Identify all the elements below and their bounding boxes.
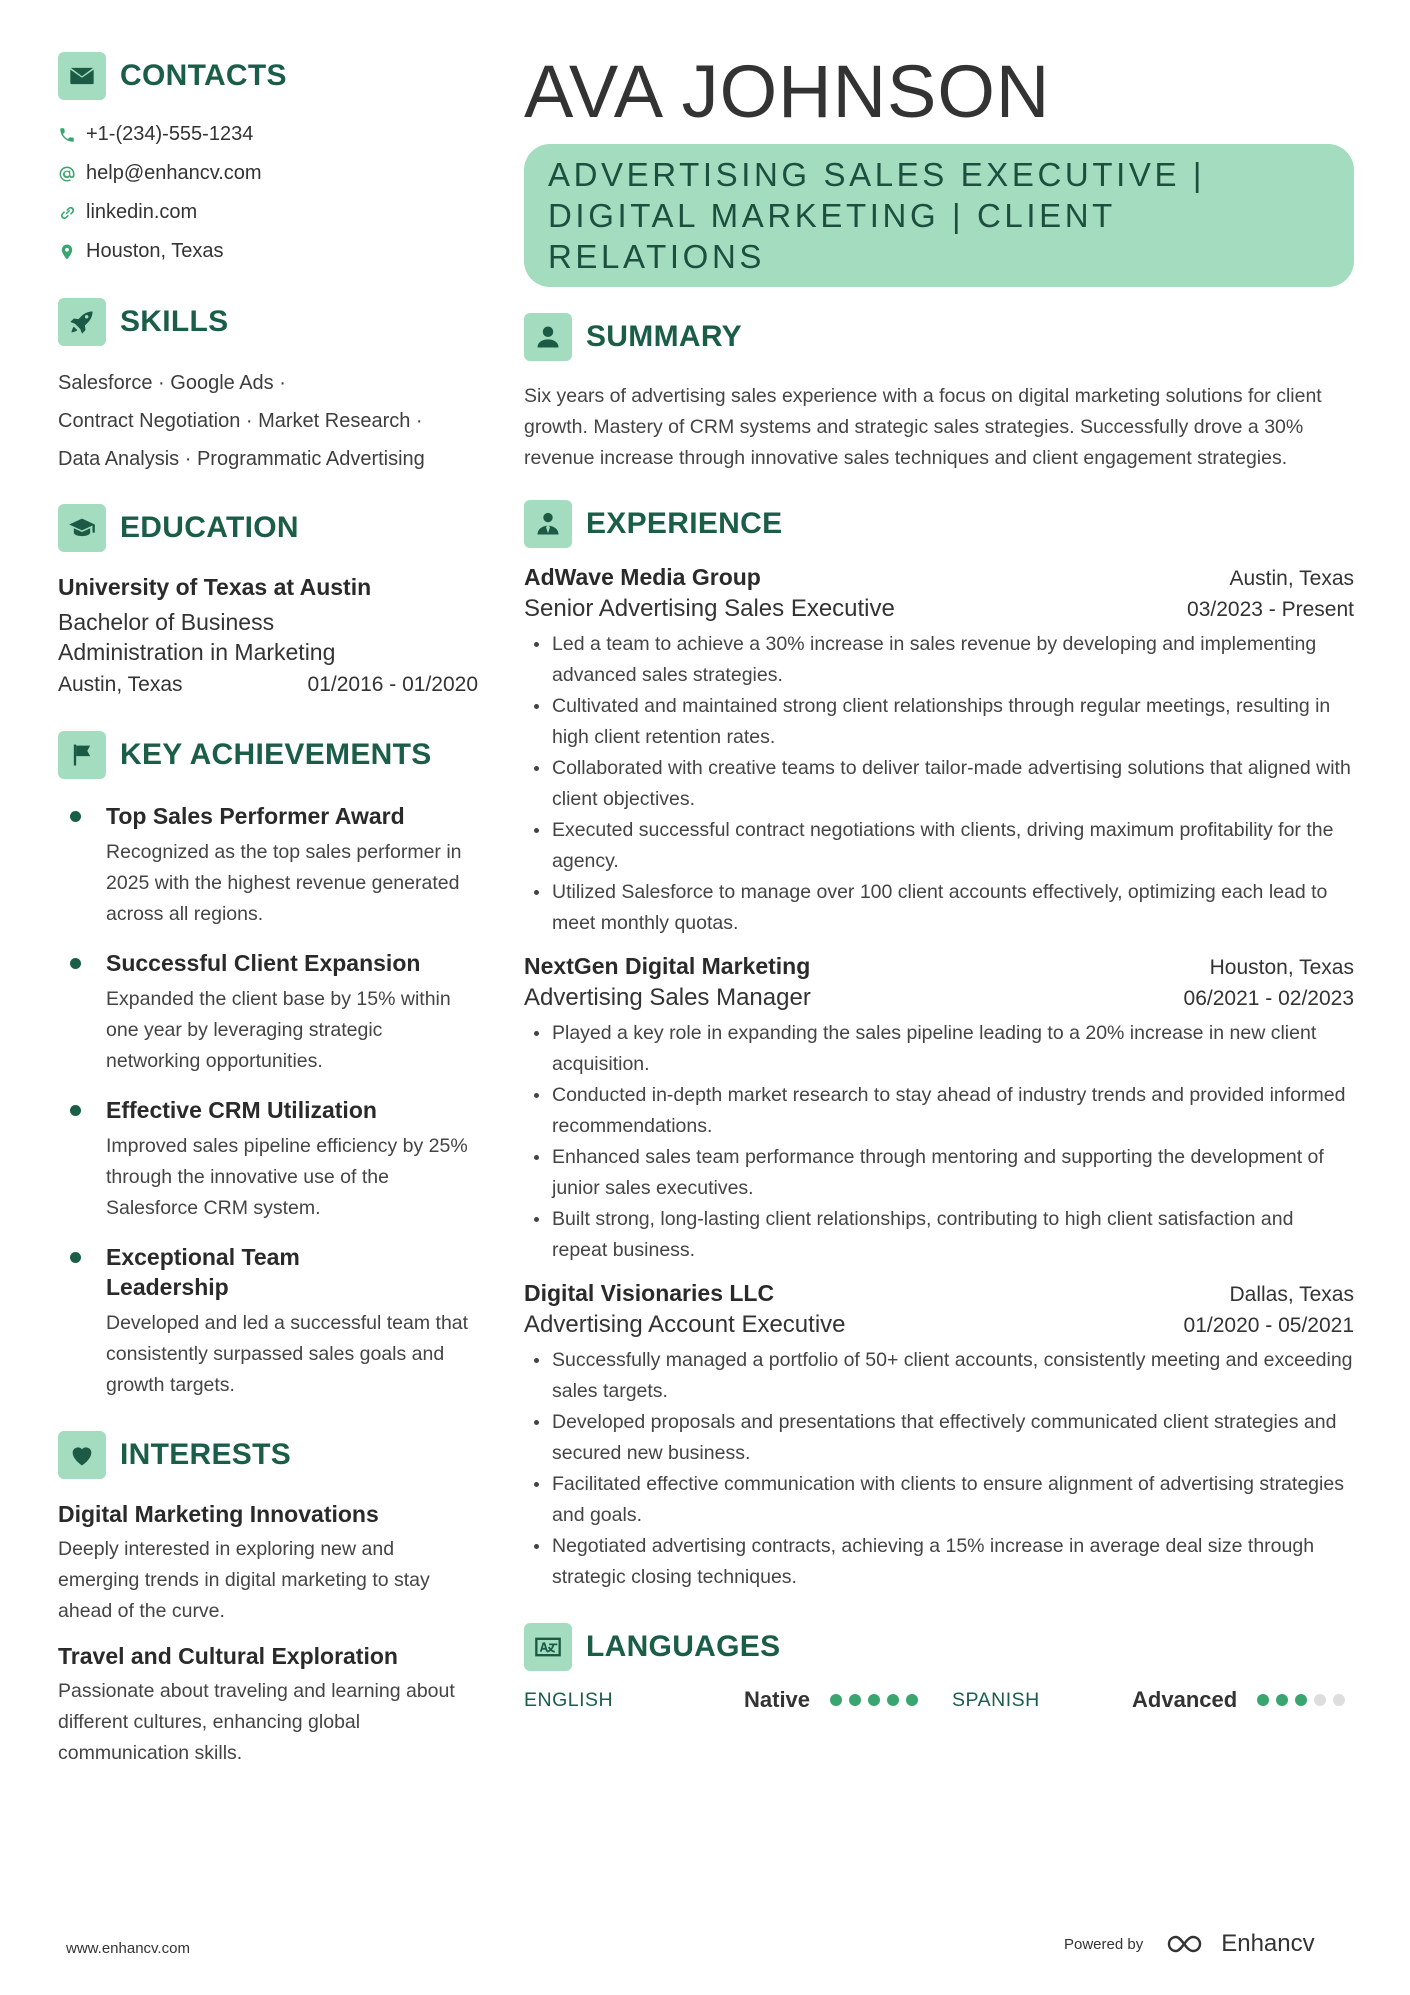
job-company: Digital Visionaries LLC	[524, 1280, 775, 1306]
proficiency-dot-filled	[1276, 1694, 1288, 1706]
footer-branding	[1064, 1930, 1315, 1958]
job-entry	[524, 1280, 1354, 1593]
job-entry	[524, 953, 1354, 1266]
job-bullets	[524, 1018, 1354, 1266]
user-icon	[524, 313, 572, 361]
bullet-dot	[70, 1252, 81, 1263]
interest-desc: Deeply interested in exploring new and emerging trends in digital marketing to stay ahead of the curve.	[58, 1538, 430, 1622]
job-bullet: Successfully managed a portfolio of 50+ client accounts, consistently meeting and exceeding sales targets.	[524, 1345, 1354, 1407]
skills-header	[58, 298, 478, 346]
graduation-cap-icon	[58, 504, 106, 552]
job-role: Advertising Sales Manager	[524, 984, 811, 1011]
bullet-dot	[70, 1105, 81, 1116]
achievements-title: KEY ACHIEVEMENTS	[120, 738, 432, 771]
summary-title: SUMMARY	[586, 320, 742, 353]
proficiency-dot-empty	[1314, 1694, 1326, 1706]
education-location: Austin, Texas	[58, 673, 183, 696]
interest-title: Digital Marketing Innovations	[58, 1501, 379, 1527]
powered-by-label: Powered by	[1064, 1935, 1144, 1953]
achievement-item	[58, 1242, 478, 1401]
job-bullet: Developed proposals and presentations that effectively communicated client strategies and secured new business.	[524, 1407, 1354, 1469]
job-header	[524, 1280, 1354, 1307]
skills-line: Contract Negotiation · Market Research ·	[58, 410, 423, 432]
contact-phone-text: +1-(234)-555-1234	[86, 123, 254, 145]
job-dates: 03/2023 - Present	[1187, 598, 1354, 621]
contacts-title: CONTACTS	[120, 59, 287, 92]
job-role: Advertising Account Executive	[524, 1311, 846, 1338]
contact-email[interactable]	[58, 161, 478, 186]
job-bullet: Cultivated and maintained strong client relationships through regular meetings, resulting in high client retention rates.	[524, 691, 1354, 753]
footer-website[interactable]: www.enhancv.com	[66, 1940, 190, 1957]
contact-email-text: help@enhancv.com	[86, 162, 262, 184]
contact-phone[interactable]	[58, 122, 478, 147]
interest-title: Travel and Cultural Exploration	[58, 1643, 398, 1669]
job-company: NextGen Digital Marketing	[524, 953, 811, 979]
translate-icon	[524, 1623, 572, 1671]
proficiency-dot-filled	[1295, 1694, 1307, 1706]
job-bullet: Executed successful contract negotiations with clients, driving maximum profitability for the agency.	[524, 815, 1354, 877]
proficiency-dot-empty	[1333, 1694, 1345, 1706]
achievement-title: Effective CRM Utilization	[106, 1097, 377, 1123]
job-header	[524, 564, 1354, 591]
job-subheader	[524, 1311, 1354, 1339]
language-proficiency-dots	[830, 1694, 918, 1706]
achievement-title: Top Sales Performer Award	[106, 803, 405, 829]
education-meta	[58, 673, 478, 697]
achievement-desc: Recognized as the top sales performer in 2025 with the highest revenue generated across all regions.	[106, 841, 462, 925]
heart-icon	[58, 1431, 106, 1479]
job-bullet: Led a team to achieve a 30% increase in sales revenue by developing and implementing advanced sales strategies.	[524, 629, 1354, 691]
skills-line: Data Analysis · Programmatic Advertising	[58, 448, 425, 470]
job-header	[524, 953, 1354, 980]
job-company: AdWave Media Group	[524, 564, 761, 590]
contact-location	[58, 239, 478, 264]
job-subheader	[524, 984, 1354, 1012]
education-title: EDUCATION	[120, 511, 299, 544]
enhancv-logo[interactable]	[1165, 1930, 1314, 1958]
languages-header	[524, 1623, 1354, 1671]
contact-location-text: Houston, Texas	[86, 240, 224, 262]
headline-banner: ADVERTISING SALES EXECUTIVE | DIGITAL MARKETING | CLIENT RELATIONS	[524, 144, 1354, 287]
bullet-dot	[70, 958, 81, 969]
enhancv-logo-text: Enhancv	[1221, 1930, 1315, 1957]
achievement-item	[58, 948, 478, 1077]
languages-row	[524, 1687, 1354, 1713]
job-bullet: Collaborated with creative teams to deliver tailor-made advertising solutions that aligned with client objectives.	[524, 753, 1354, 815]
job-bullet: Built strong, long-lasting client relationships, contributing to high client satisfaction and repeat business.	[524, 1204, 1354, 1266]
skills-line: Salesforce · Google Ads ·	[58, 372, 286, 394]
achievement-title: Successful Client Expansion	[106, 950, 421, 976]
achievement-desc: Developed and led a successful team that consistently surpassed sales goals and growth targets.	[106, 1312, 469, 1396]
achievement-title: Exceptional Team Leadership	[106, 1244, 300, 1300]
phone-icon	[58, 126, 76, 144]
right-column	[524, 52, 1354, 1713]
job-bullet: Utilized Salesforce to manage over 100 client accounts effectively, optimizing each lead to meet monthly quotas.	[524, 877, 1354, 939]
education-dates: 01/2016 - 01/2020	[307, 673, 478, 696]
interests-title: INTERESTS	[120, 1438, 292, 1471]
contacts-header	[58, 52, 478, 100]
at-icon	[58, 165, 76, 183]
experience-title: EXPERIENCE	[586, 507, 783, 540]
bullet-dot	[70, 811, 81, 822]
education-degree: Bachelor of Business Administration in Marketing	[58, 609, 336, 665]
contact-linkedin[interactable]	[58, 200, 478, 225]
proficiency-dot-filled	[849, 1694, 861, 1706]
achievement-desc: Expanded the client base by 15% within one year by leveraging strategic networking opportunities.	[106, 988, 451, 1072]
job-bullet: Negotiated advertising contracts, achieving a 15% increase in average deal size through strategic closing techniques.	[524, 1531, 1354, 1593]
proficiency-dot-filled	[1257, 1694, 1269, 1706]
job-entry	[524, 564, 1354, 939]
language-level: Native	[744, 1687, 811, 1712]
job-dates: 01/2020 - 05/2021	[1183, 1314, 1354, 1337]
language-level: Advanced	[1132, 1687, 1238, 1712]
language-proficiency-dots	[1257, 1694, 1345, 1706]
job-bullet: Conducted in-depth market research to stay ahead of industry trends and provided informed recommendations.	[524, 1080, 1354, 1142]
summary-text: Six years of advertising sales experience with a focus on digital marketing solutions for client growth. Mastery of CRM systems and strategic sales strategies. Successfully drove a 30% revenue increase through innovative sales techniques and client engagement strategies.	[524, 385, 1322, 469]
interests-header	[58, 1431, 478, 1479]
language-name: ENGLISH	[524, 1688, 614, 1711]
contact-linkedin-text: linkedin.com	[86, 201, 198, 223]
proficiency-dot-filled	[868, 1694, 880, 1706]
education-header	[58, 504, 478, 552]
envelope-icon	[58, 52, 106, 100]
skills-title: SKILLS	[120, 305, 229, 338]
enhancv-logo-icon	[1165, 1931, 1213, 1957]
skills-list	[58, 364, 478, 478]
job-bullets	[524, 629, 1354, 939]
job-bullet: Enhanced sales team performance through mentoring and supporting the development of junior sales executives.	[524, 1142, 1354, 1204]
experience-header	[524, 500, 1354, 548]
achievement-desc: Improved sales pipeline efficiency by 25% through the innovative use of the Salesforce CRM system.	[106, 1135, 468, 1219]
proficiency-dot-filled	[830, 1694, 842, 1706]
flag-icon	[58, 731, 106, 779]
proficiency-dot-filled	[887, 1694, 899, 1706]
rocket-icon	[58, 298, 106, 346]
job-dates: 06/2021 - 02/2023	[1183, 987, 1354, 1010]
job-bullet: Facilitated effective communication with clients to ensure alignment of advertising strategies and goals.	[524, 1469, 1354, 1531]
achievement-item	[58, 1095, 478, 1224]
proficiency-dot-filled	[906, 1694, 918, 1706]
candidate-name: AVA JOHNSON	[524, 50, 1051, 133]
job-location: Dallas, Texas	[1229, 1283, 1354, 1306]
left-column	[58, 52, 478, 1785]
job-bullets	[524, 1345, 1354, 1593]
job-subheader	[524, 595, 1354, 623]
language-name: SPANISH	[952, 1688, 1040, 1711]
job-location: Austin, Texas	[1229, 567, 1354, 590]
education-school: University of Texas at Austin	[58, 574, 372, 600]
link-icon	[58, 204, 76, 222]
user-tie-icon	[524, 500, 572, 548]
job-role: Senior Advertising Sales Executive	[524, 595, 895, 622]
location-pin-icon	[58, 243, 76, 261]
languages-title: LANGUAGES	[586, 1630, 781, 1663]
interest-desc: Passionate about traveling and learning about different cultures, enhancing global communication skills.	[58, 1680, 455, 1764]
job-location: Houston, Texas	[1209, 956, 1354, 979]
achievement-item	[58, 801, 478, 930]
job-bullet: Played a key role in expanding the sales pipeline leading to a 20% increase in new client acquisition.	[524, 1018, 1354, 1080]
summary-header	[524, 313, 1354, 361]
achievements-header	[58, 731, 478, 779]
